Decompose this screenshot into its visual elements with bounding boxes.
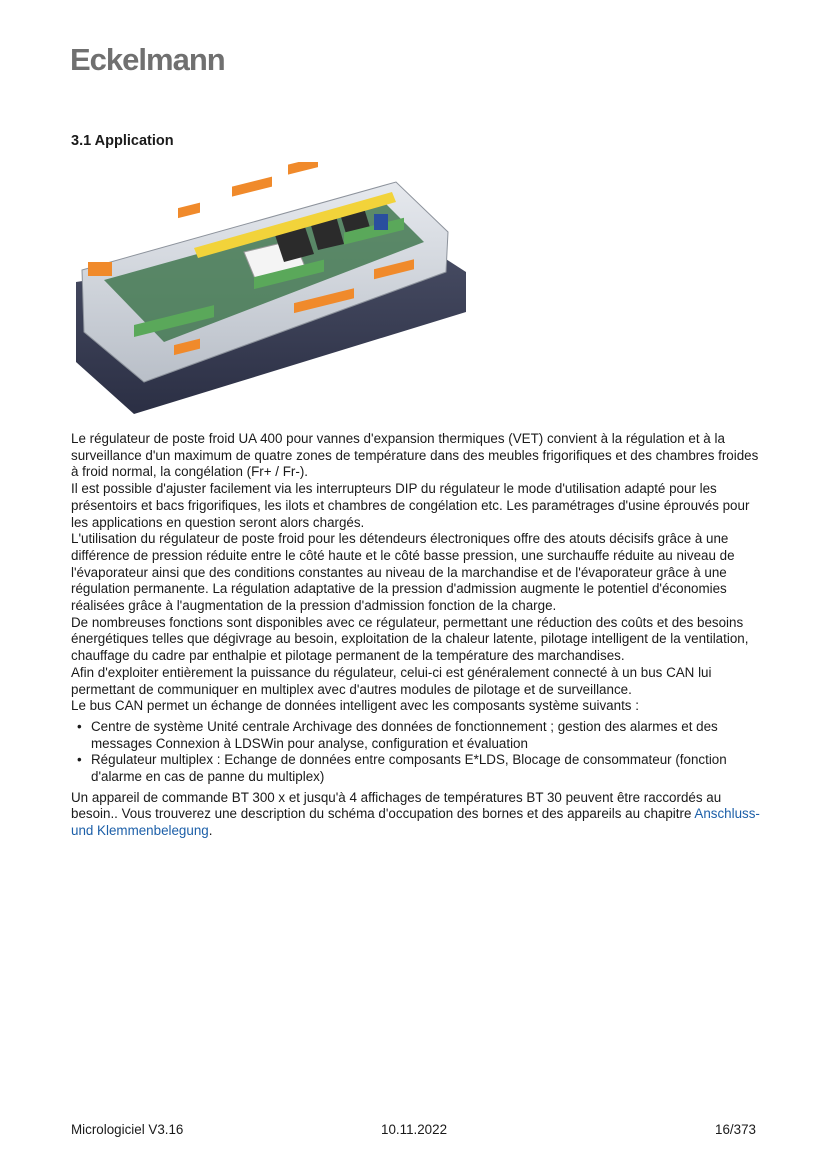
paragraph: De nombreuses fonctions sont disponibles avec ce régulateur, permettant une réduction des coûts et des besoins énergétiques telles que dégivrage au besoin, exploitation de la chaleur latente, pilotage intelligent de la ventilation, chauffage du cadre par enthalpie et pilotage permanent de la température des marchandises. <box>71 614 749 664</box>
bullet-list <box>71 719 761 786</box>
paragraph: Il est possible d'ajuster facilement via les interrupteurs DIP du régulateur le mode d'utilisation adapté pour les présentoirs et bacs frigorifiques, les ilots et chambres de congélation etc. Les paramétrages d'usine éprouvés pour les applications en question seront alors chargés. <box>71 481 750 530</box>
paragraph: Le régulateur de poste froid UA 400 pour vannes d'expansion thermiques (VET) convient à la régulation et à la surveillance d'un maximum de quatre zones de température dans des meubles frigorifiques et des chambres froides à froid normal, la congélation (Fr+ / Fr-). <box>71 431 759 480</box>
closing-text: Un appareil de commande BT 300 x et jusqu'à 4 affichages de températures BT 30 peuvent être raccordés au besoin.. Vous trouverez une description du schéma d'occupation des bornes et des appareils au chapitre <box>71 789 722 822</box>
footer-date: 10.11.2022 <box>381 1122 448 1137</box>
controller-module-photo-icon <box>74 162 466 417</box>
closing-end: . <box>208 823 213 839</box>
paragraph: Le bus CAN permet un échange de données intelligent avec les composants système suivants : <box>71 698 639 714</box>
footer-page-number: 16/373 <box>715 1122 756 1137</box>
company-logo: Eckelmann <box>70 42 225 77</box>
chapter-link[interactable]: Anschluss- und Klemmenbelegung <box>71 806 760 839</box>
list-item: • Centre de système Unité centrale Archivage des données de fonctionnement ; gestion des alarmes et des messages Connexion à LDSWin pour analyse, configuration et évaluation <box>71 719 761 752</box>
page-footer <box>71 1122 756 1140</box>
section-title: 3.1 Application <box>71 133 174 149</box>
paragraph: L'utilisation du régulateur de poste froid pour les détendeurs électroniques offre des atouts décisifs grâce à une différence de pression réduite entre le côté haute et le côté basse pression, une surchauffe réduite au niveau de l'évaporateur ainsi que des conditions constantes au niveau de la marchandise et de l'évaporateur grâce à une régulation permanente. La régulation adaptative de la pression d'admission augmente le potentiel d'économies réalisées grâce à l'augmentation de la pression d'admission fonction de la charge. <box>71 531 735 614</box>
paragraph: Afin d'exploiter entièrement la puissance du régulateur, celui-ci est généralement connecté à un bus CAN lui permettant de communiquer en multiplex avec d'autres modules de pilotage et de surveillance. <box>71 664 712 697</box>
list-item: • Régulateur multiplex : Echange de données entre composants E*LDS, Blocage de consommateur (fonction d'alarme en cas de panne du multiplex) <box>71 752 761 785</box>
closing-paragraph <box>71 790 761 840</box>
body-text <box>71 431 761 840</box>
footer-version: Micrologiciel V3.16 <box>71 1122 184 1137</box>
